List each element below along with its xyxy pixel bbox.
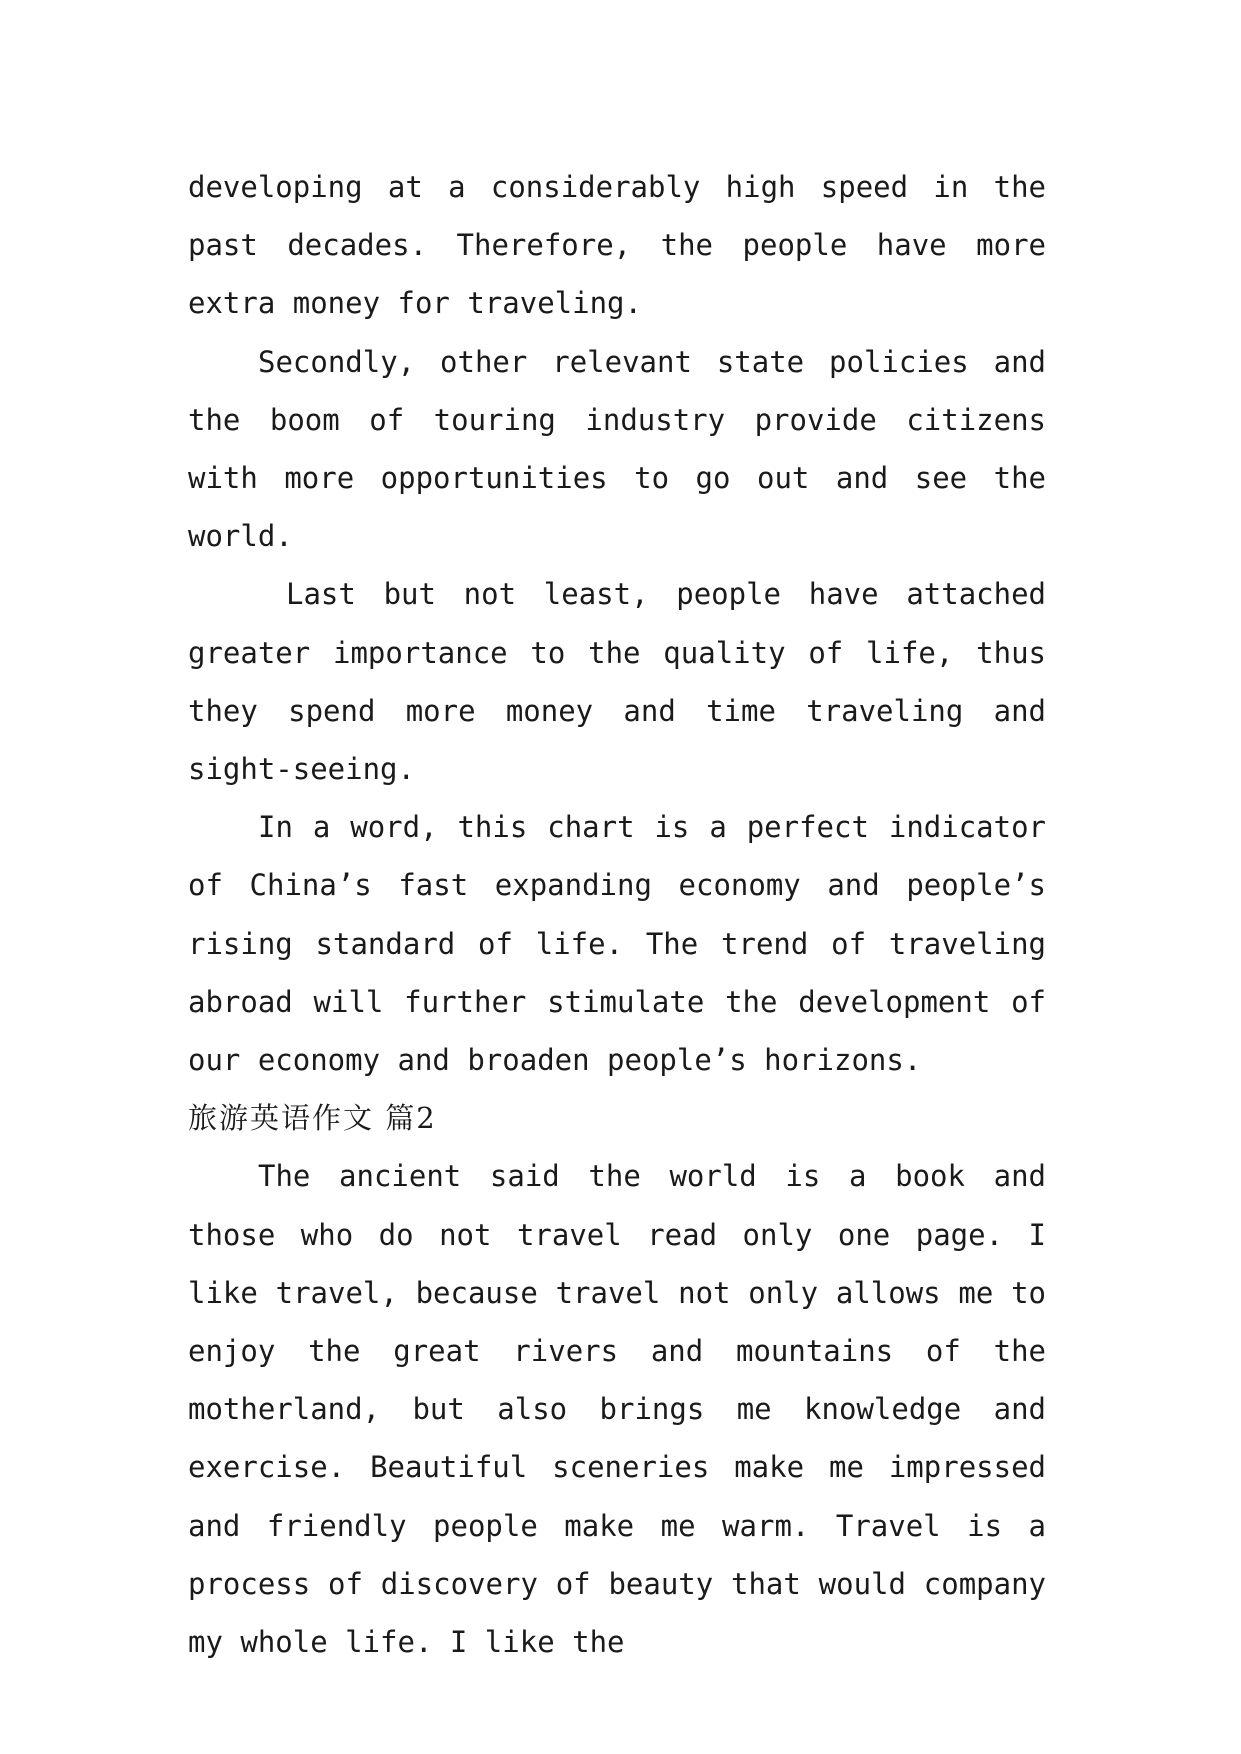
paragraph-state-policies: Secondly, other relevant state policies and the boom of touring industry provide citizens with more opportunities to go out and see the world.: [188, 344, 1046, 554]
paragraph-quality-of-life: Last but not least, people have attached greater importance to the quality of life, thus they spend more money and time traveling and sight-seeing.: [188, 577, 1046, 787]
paragraph-economy-growth: developing at a considerably high speed in the past decades. Therefore, the people have more extra money for traveling.: [188, 170, 1046, 321]
paragraph-conclusion: In a word, this chart is a perfect indicator of China’s fast expanding economy and people’s rising standard of life. The trend of traveling abroad will further stimulate the development of our economy and broaden people’s horizons.: [188, 810, 1046, 1078]
section-heading: 旅游英语作文 篇2: [188, 1101, 437, 1136]
paragraph-ancient-saying: The ancient said the world is a book and those who do not travel read only one page. I like travel, because travel not only allows me to enjoy the great rivers and mountains of the motherland, but also brings me knowledge and exercise. Beautiful sceneries make me impressed and friendly people make me warm. Travel is a process of discovery of beauty that would company my whole life. I like the: [188, 1159, 1046, 1660]
document-body: [188, 158, 1046, 1671]
